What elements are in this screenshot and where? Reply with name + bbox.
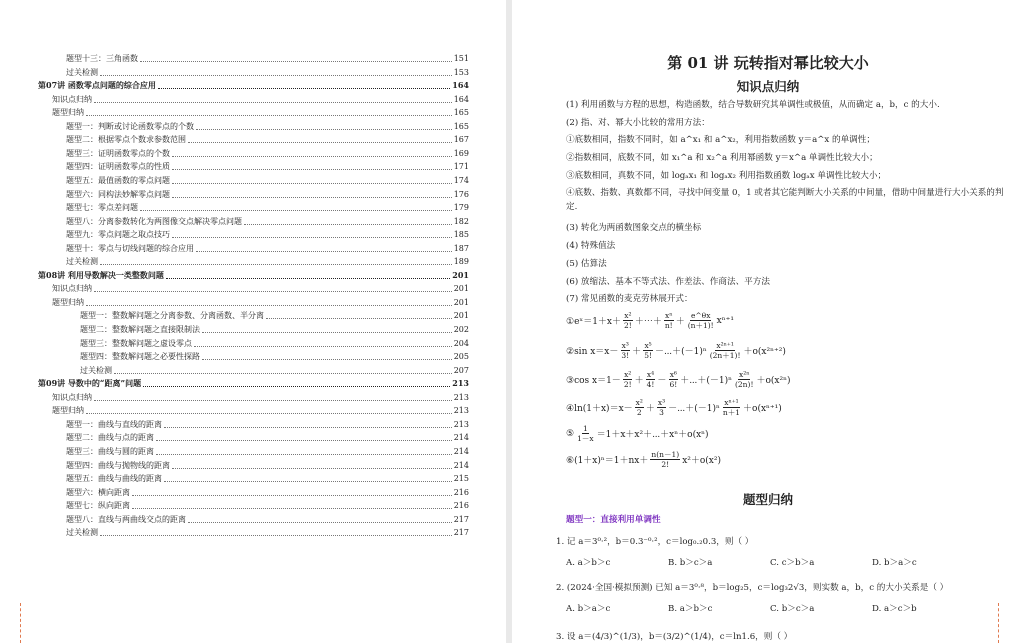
toc-leader-dots	[94, 400, 452, 401]
toc-title: 题型四：曲线与抛物线的距离	[66, 460, 170, 470]
toc-page-number: 216	[453, 501, 469, 511]
toc-row[interactable]	[66, 499, 469, 512]
knowledge-section-title: 知识点归纳	[736, 79, 800, 94]
toc-title: 知识点归纳	[52, 284, 92, 294]
toc-row[interactable]	[52, 106, 469, 119]
toc-page-number: 185	[453, 230, 469, 240]
option-b: B. a＞b＞c	[668, 604, 713, 614]
toc-page-number: 217	[453, 514, 469, 524]
toc-leader-dots	[194, 346, 452, 347]
question-3: 3. 设 a＝(4/3)^(1/3)，b＝(3/2)^(1/4)，c＝ln1.6，则（ ）	[556, 632, 793, 642]
toc-title: 题型归纳	[52, 297, 84, 307]
text-line: (2) 指、对、幂大小比较的常用方法：	[566, 118, 710, 128]
toc-leader-dots	[188, 142, 452, 143]
left-page	[0, 0, 506, 643]
page-crop-mark	[20, 603, 21, 643]
toc-title: 题型一：曲线与直线的距离	[66, 419, 162, 429]
toc-page-number: 201	[453, 284, 469, 294]
toc-page-number: 179	[453, 203, 469, 213]
toc-page-number: 214	[453, 433, 469, 443]
question-2: 2. (2024·全国·模拟预测) 已知 a＝3⁰·⁸，b＝log₂5，c＝log₃2√3，则实数 a，b，c 的大小关系是（ ）	[556, 583, 949, 593]
toc-leader-dots	[172, 169, 452, 170]
toc-title: 题型八：直线与两曲线交点的距离	[66, 514, 186, 524]
toc-row[interactable]	[66, 215, 469, 228]
toc-title: 题型二：整数解问题之直接限制法	[80, 325, 200, 334]
toc-title: 题型十三：三角函数	[66, 54, 138, 63]
question-1: 1. 记 a＝3⁰·²，b＝0.3⁻⁰·²，c＝log₀.₂0.3，则（ ）	[556, 537, 754, 547]
toc-row[interactable]	[80, 323, 469, 336]
toc-page-number: 187	[453, 243, 469, 253]
toc-row[interactable]	[52, 391, 469, 404]
toc-page-number: 164	[452, 80, 469, 91]
toc-page-number: 171	[453, 162, 469, 172]
toc-page-number: 165	[453, 121, 469, 131]
types-section-title: 题型归纳	[742, 492, 793, 507]
toc-page-number: 153	[453, 67, 469, 77]
text-line: ②指数相同，底数不同，如 x₁^a 和 x₂^a 利用幂函数 y＝x^a 单调性比较大小；	[566, 153, 878, 163]
formula-binomial: ⑥(1＋x)ⁿ＝1＋nx＋ $\frac{n(n-1)}{2!}$ x²＋o(x²)	[566, 450, 721, 469]
formula-ln: ④ln(1＋x)＝x－ $\frac{\text{x²}}{2}$ ＋ $\frac{\text{x³}}{3}$ －⋯＋(－1)ⁿ $\frac{\text{xⁿ⁺¹}}{n+1}$ ＋o(xⁿ⁺¹)	[566, 398, 782, 417]
toc-title: 题型六：同构法妙解零点问题	[66, 189, 170, 199]
toc-title: 题型四：证明函数零点的性质	[66, 162, 170, 172]
toc-title: 题型七：纵向距离	[66, 501, 130, 511]
toc-title: 题型二：根据零点个数求参数范围	[66, 135, 186, 145]
toc-page-number: 213	[453, 419, 469, 429]
toc-title: 题型归纳	[52, 406, 84, 416]
toc-page-number: 174	[453, 175, 469, 185]
toc-page-number: 169	[453, 148, 469, 158]
option-d: D. a＞c＞b	[872, 604, 917, 614]
toc-leader-dots	[172, 197, 452, 198]
toc-page-number: 213	[452, 378, 469, 389]
question-2-options	[566, 602, 986, 614]
toc-row[interactable]	[66, 160, 469, 173]
toc-page-number: 205	[453, 352, 469, 362]
toc-title: 知识点归纳	[52, 392, 92, 402]
toc-row[interactable]	[66, 188, 469, 201]
toc-title: 题型三：整数解问题之虚设零点	[80, 338, 192, 348]
toc-leader-dots	[172, 183, 452, 184]
toc-row[interactable]	[52, 296, 469, 309]
toc-leader-dots	[266, 318, 452, 319]
toc-row[interactable]	[80, 309, 469, 322]
toc-title: 第08讲 利用导数解决一类整数问题	[38, 269, 164, 280]
toc-title: 知识点归纳	[52, 94, 92, 104]
toc-title: 题型五：曲线与曲线的距离	[66, 474, 162, 484]
toc-leader-dots	[188, 522, 452, 523]
toc-page-number: 216	[453, 487, 469, 497]
option-c: C. b＞c＞a	[770, 604, 815, 614]
option-d: D. b＞a＞c	[872, 558, 917, 568]
toc-title: 题型一：整数解问题之分离参数、分离函数、半分离	[80, 311, 264, 321]
toc-row[interactable]	[52, 282, 469, 295]
toc-leader-dots	[132, 495, 452, 496]
text-line: ①底数相同，指数不同时，如 a^x₁ 和 a^x₂，利用指数函数 y＝a^x 的单调性；	[566, 135, 875, 145]
toc-leader-dots	[100, 264, 452, 265]
toc-row[interactable]	[66, 228, 469, 241]
toc-leader-dots	[164, 481, 452, 482]
text-line: (7) 常见函数的麦克劳林展开式：	[566, 294, 693, 304]
toc-page-number: 176	[453, 189, 469, 199]
toc-row[interactable]	[80, 337, 469, 350]
toc-page-number: 214	[453, 446, 469, 456]
toc-leader-dots	[172, 237, 452, 238]
toc-leader-dots	[196, 251, 452, 252]
text-line: (3) 转化为两函数图象交点的横坐标	[566, 223, 702, 233]
toc-row[interactable]	[66, 242, 469, 255]
toc-title: 题型八：分离参数转化为两图像交点解决零点问题	[66, 216, 242, 226]
toc-page-number: 201	[453, 311, 469, 321]
toc-leader-dots	[100, 535, 452, 536]
toc-page-number: 201	[452, 269, 469, 280]
toc-row[interactable]	[52, 404, 469, 417]
toc-row[interactable]	[66, 201, 469, 214]
toc-leader-dots	[156, 454, 452, 455]
toc-page-number: 204	[453, 338, 469, 348]
toc-chapter-row[interactable]	[38, 269, 469, 282]
right-page	[512, 0, 1024, 643]
toc-row[interactable]	[66, 147, 469, 160]
toc-row[interactable]	[66, 120, 469, 133]
toc-title: 过关检测	[80, 365, 112, 375]
toc-leader-dots	[158, 88, 450, 89]
toc-title: 题型五：最值函数的零点问题	[66, 175, 170, 185]
option-b: B. b＞c＞a	[668, 558, 713, 568]
toc-row[interactable]	[66, 174, 469, 187]
toc-page-number: 167	[453, 135, 469, 145]
toc-leader-dots	[114, 373, 452, 374]
toc-leader-dots	[100, 75, 452, 76]
toc-leader-dots	[172, 468, 452, 469]
toc-leader-dots	[202, 332, 452, 333]
toc-row[interactable]	[80, 350, 469, 363]
toc-leader-dots	[166, 278, 450, 279]
toc-row[interactable]	[66, 431, 469, 444]
toc-title: 题型九：零点问题之取点技巧	[66, 230, 170, 240]
toc-page-number: 217	[453, 528, 469, 538]
formula-exp: ①eˣ＝1＋x＋ $\frac{\text{x²}}{2!}$ ＋⋯＋ $\frac{\text{xⁿ}}{n!}$ ＋ $\frac{e\^{}\theta x}{(n+1)!}$ xⁿ⁺¹	[566, 311, 734, 330]
toc-leader-dots	[140, 210, 452, 211]
toc-chapter-row[interactable]	[38, 377, 469, 390]
toc-leader-dots	[86, 115, 452, 116]
toc-page-number: 213	[453, 406, 469, 416]
toc-page-number: 213	[453, 392, 469, 402]
formula-cos: ③cos x＝1－ $\frac{\text{x²}}{2!}$ ＋ $\frac{\text{x⁴}}{4!}$ － $\frac{\text{x⁶}}{6!}$ ＋⋯＋(－1)ⁿ $\frac{\text{x²ⁿ}}{(2n)!}$ ＋o(x²ⁿ)	[566, 370, 791, 389]
formula-sin: ②sin x＝x－ $\frac{\text{x³}}{3!}$ ＋ $\frac{\text{x⁵}}{5!}$ －⋯＋(－1)ⁿ $\frac{\text{x²ⁿ⁺¹}}{(2n+1)!}$ ＋o(x²ⁿ⁺²)	[566, 341, 786, 360]
toc-leader-dots	[202, 359, 452, 360]
toc-page-number: 207	[453, 365, 469, 375]
question-1-options	[566, 556, 986, 568]
toc-row[interactable]	[66, 526, 469, 539]
toc-title: 过关检测	[66, 257, 98, 267]
text-line: ④底数、指数、真数都不同，寻找中间变量 0，1 或者其它能判断大小关系的中间量，借助中间量进行大小关系的判定.	[566, 188, 1004, 212]
toc-title: 题型十：零点与切线问题的综合应用	[66, 243, 194, 253]
toc-page-number: 201	[453, 297, 469, 307]
toc-title: 第07讲 函数零点问题的综合应用	[38, 80, 156, 91]
toc-row[interactable]	[66, 52, 469, 65]
toc-title: 过关检测	[66, 67, 98, 77]
toc-row[interactable]	[66, 133, 469, 146]
toc-page-number: 164	[453, 94, 469, 104]
toc-row[interactable]	[66, 459, 469, 472]
toc-row[interactable]	[66, 445, 469, 458]
toc-leader-dots	[94, 291, 452, 292]
toc-row[interactable]	[66, 472, 469, 485]
toc-title: 题型三：证明函数零点的个数	[66, 148, 170, 158]
toc-page-number: 151	[453, 54, 469, 63]
toc-page-number: 214	[453, 460, 469, 470]
toc-title: 题型六：横向距离	[66, 487, 130, 497]
toc-leader-dots	[156, 440, 452, 441]
toc-leader-dots	[86, 305, 452, 306]
toc-page-number: 215	[453, 474, 469, 484]
type-label: 题型一：直接利用单调性	[566, 515, 661, 525]
page-crop-mark	[998, 603, 999, 643]
text-line: (4) 特殊值法	[566, 241, 616, 251]
toc-title: 题型三：曲线与圆的距离	[66, 446, 154, 456]
toc-title: 第09讲 导数中的“距离”问题	[38, 378, 142, 389]
toc-leader-dots	[140, 61, 452, 62]
chapter-title: 第 01 讲 玩转指对幂比较大小	[667, 54, 869, 72]
toc-page-number: 182	[453, 216, 469, 226]
toc-leader-dots	[244, 224, 452, 225]
toc-leader-dots	[86, 413, 452, 414]
option-c: C. c＞b＞a	[770, 558, 815, 568]
text-line: (5) 估算法	[566, 259, 607, 269]
option-a: A. a＞b＞c	[566, 558, 611, 568]
toc-title: 过关检测	[66, 528, 98, 538]
text-line: ③底数相同，真数不同，如 logₐx₁ 和 logₐx₂ 利用指数函数 logₐx 单调性比较大小；	[566, 171, 887, 181]
toc-leader-dots	[164, 427, 452, 428]
toc-row[interactable]	[66, 486, 469, 499]
toc-row[interactable]	[66, 66, 469, 79]
toc-page-number: 189	[453, 257, 469, 267]
toc-leader-dots	[143, 386, 450, 387]
toc-page-number: 202	[453, 325, 469, 334]
toc-leader-dots	[94, 102, 452, 103]
toc-leader-dots	[196, 129, 452, 130]
option-a: A. b＞a＞c	[566, 604, 611, 614]
toc-title: 题型一：判断或讨论函数零点的个数	[66, 121, 194, 131]
text-line: (1) 利用函数与方程的思想，构造函数，结合导数研究其单调性或极值，从而确定 a，b，c 的大小.	[566, 100, 940, 110]
toc-title: 题型归纳	[52, 108, 84, 118]
toc-row[interactable]	[80, 364, 469, 377]
toc-leader-dots	[132, 508, 452, 509]
toc-row[interactable]	[66, 513, 469, 526]
toc-row[interactable]	[66, 255, 469, 268]
toc-row[interactable]	[66, 418, 469, 431]
toc-page-number: 165	[453, 108, 469, 118]
toc-title: 题型七：零点差问题	[66, 203, 138, 213]
formula-geometric: ⑤ $\frac{1}{1-x}$ ＝1＋x＋x²＋⋯＋xⁿ＋o(xⁿ)	[566, 424, 709, 443]
toc-chapter-row[interactable]	[38, 79, 469, 92]
toc-row[interactable]	[52, 93, 469, 106]
text-line: (6) 放缩法、基本不等式法、作差法、作商法、平方法	[566, 277, 770, 287]
toc-title: 题型二：曲线与点的距离	[66, 433, 154, 443]
toc-leader-dots	[172, 156, 452, 157]
toc-title: 题型四：整数解问题之必要性探路	[80, 352, 200, 362]
